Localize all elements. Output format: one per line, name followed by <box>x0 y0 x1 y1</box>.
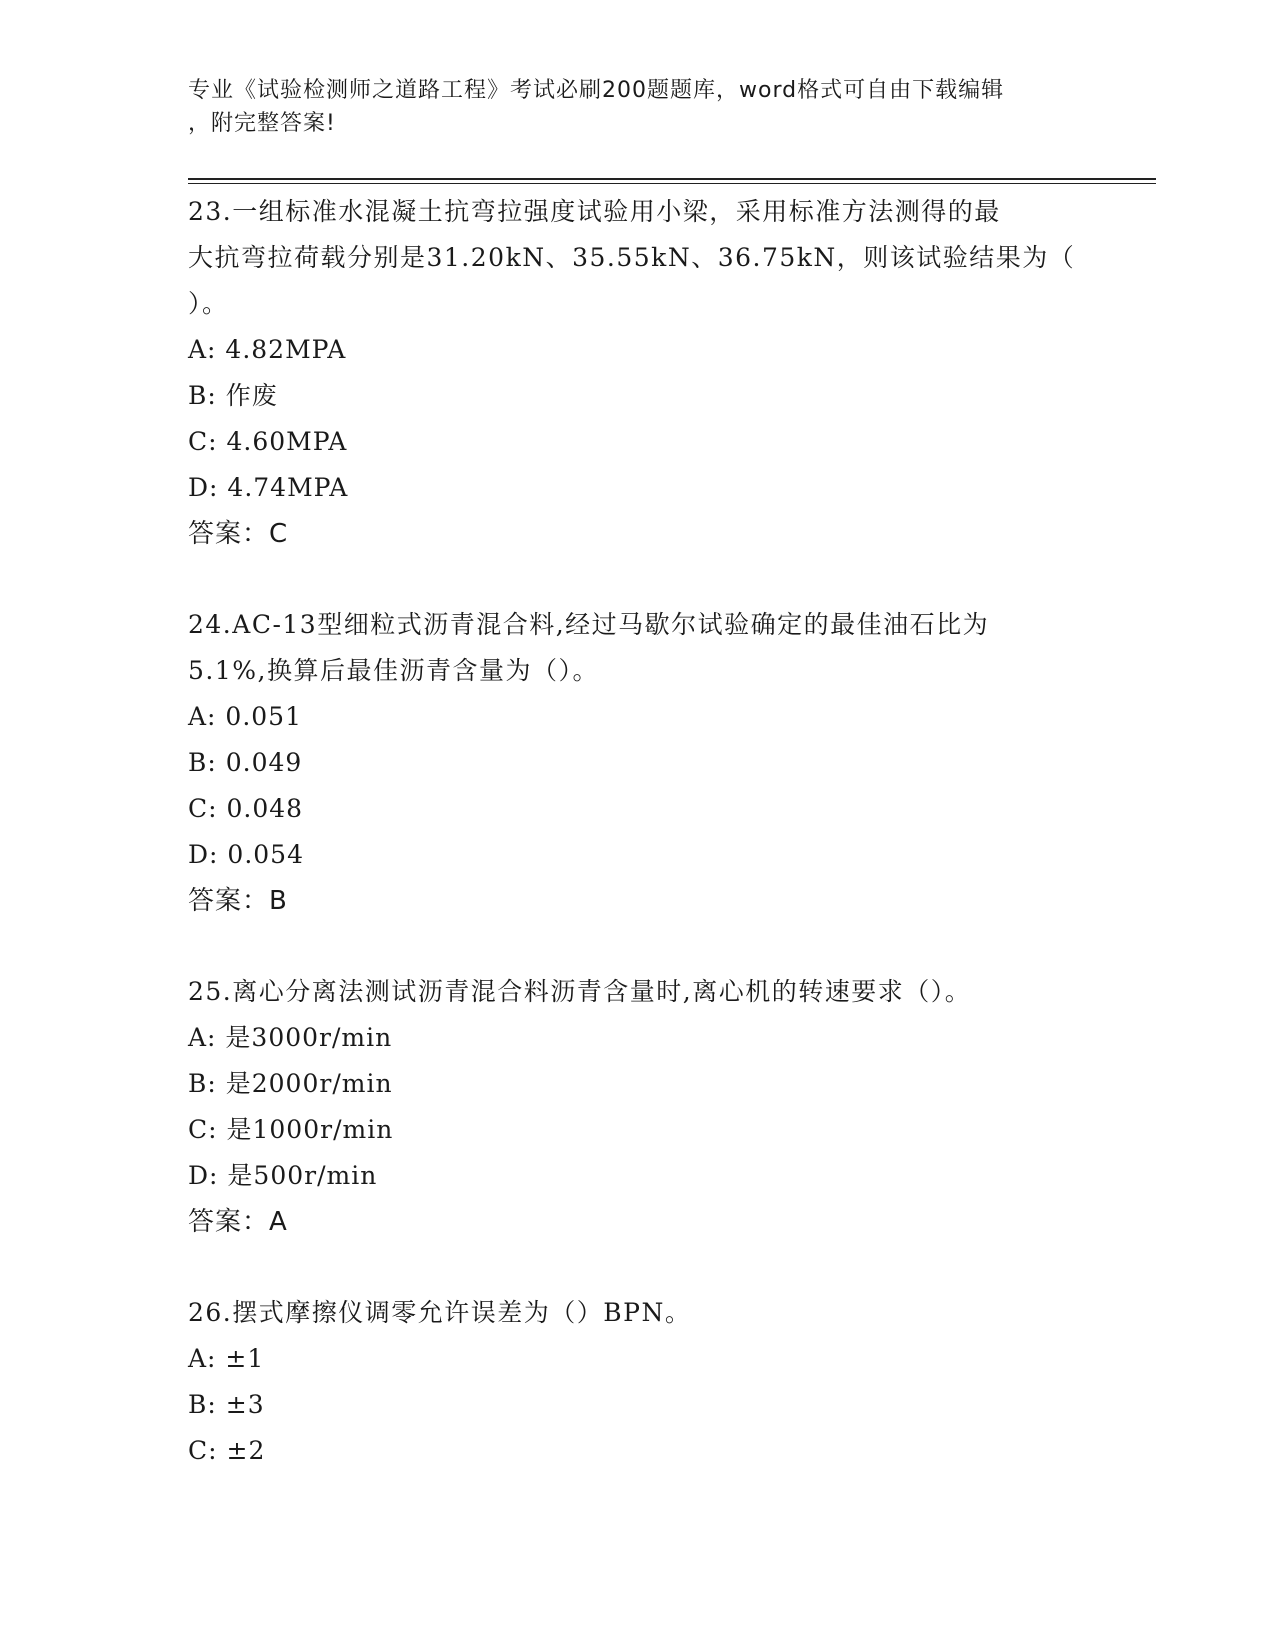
document-header <box>188 74 1068 140</box>
question-stem-line: 25.离心分离法测试沥青混合料沥青含量时,离心机的转速要求（）。 <box>188 977 972 1006</box>
header-line-1: 专业《试验检测师之道路工程》考试必刷200题题库，word格式可自由下载编辑 <box>188 78 1005 103</box>
option-a: A: 是3000r/min <box>188 1023 393 1052</box>
question-stem-line: 5.1%,换算后最佳沥青含量为（）。 <box>188 656 599 685</box>
question-stem-line: 24.AC-13型细粒式沥青混合料,经过马歇尔试验确定的最佳油石比为 <box>188 610 990 639</box>
answer-label: 答案：A <box>188 1207 288 1237</box>
option-a: A: 4.82MPA <box>188 335 347 364</box>
question-spacer <box>188 557 1088 602</box>
question-spacer <box>188 924 1088 969</box>
option-b: B: ±3 <box>188 1390 265 1419</box>
question-list <box>188 189 1088 1474</box>
option-b: B: 0.049 <box>188 748 303 777</box>
option-d: D: 4.74MPA <box>188 473 349 502</box>
answer-label: 答案：C <box>188 519 289 549</box>
option-a: A: 0.051 <box>188 702 302 731</box>
header-line-2: ，附完整答案! <box>188 111 336 136</box>
question-stem-line: 大抗弯拉荷载分别是31.20kN、35.55kN、36.75kN，则该试验结果为（ <box>188 243 1076 272</box>
option-c: C: 是1000r/min <box>188 1115 394 1144</box>
answer-label: 答案：B <box>188 886 288 916</box>
option-c: C: 0.048 <box>188 794 304 823</box>
question-spacer <box>188 1245 1088 1290</box>
question-25 <box>188 969 1088 1245</box>
option-a: A: ±1 <box>188 1344 265 1373</box>
header-divider-top <box>188 178 1156 180</box>
header-divider-bottom <box>188 183 1156 184</box>
question-stem-line: 23.一组标准水混凝土抗弯拉强度试验用小梁，采用标准方法测得的最 <box>188 197 1001 226</box>
option-b: B: 是2000r/min <box>188 1069 393 1098</box>
option-d: D: 0.054 <box>188 840 304 869</box>
option-c: C: ±2 <box>188 1436 266 1465</box>
question-24 <box>188 602 1088 924</box>
option-b: B: 作废 <box>188 381 278 410</box>
question-23 <box>188 189 1088 557</box>
question-26 <box>188 1290 1088 1474</box>
question-stem-line: ）。 <box>188 289 229 318</box>
option-d: D: 是500r/min <box>188 1161 378 1190</box>
option-c: C: 4.60MPA <box>188 427 348 456</box>
question-stem-line: 26.摆式摩擦仪调零允许误差为（）BPN。 <box>188 1298 692 1327</box>
